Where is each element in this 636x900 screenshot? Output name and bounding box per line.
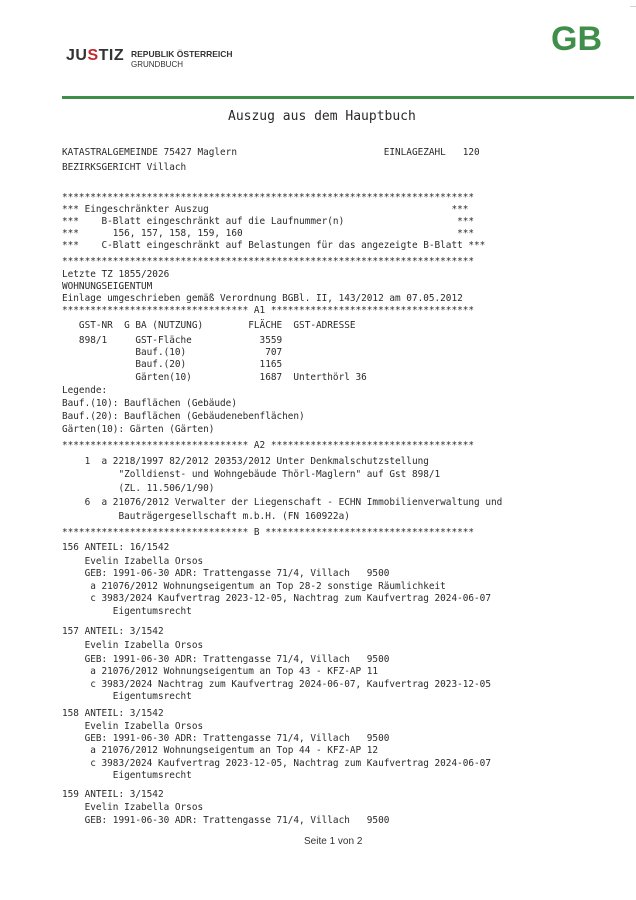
document-line: ********************************* B ************************************* bbox=[62, 527, 475, 538]
document-line: Gärten(10): Gärten (Gärten) bbox=[62, 424, 215, 435]
document-line: Eigentumsrecht bbox=[62, 691, 192, 702]
document-line: c 3983/2024 Kaufvertrag 2023-12-05, Nachtrag zum Kaufvertrag 2024-06-07 bbox=[62, 593, 491, 604]
corner-mark: ̲ bbox=[629, 0, 636, 7]
document-line: *** 156, 157, 158, 159, 160 *** bbox=[62, 228, 475, 239]
document-line: Eigentumsrecht bbox=[62, 606, 192, 617]
document-line: GEB: 1991-06-30 ADR: Trattengasse 71/4, Villach 9500 bbox=[62, 654, 390, 665]
document-title: Auszug aus dem Hauptbuch bbox=[228, 109, 416, 124]
document-line: 898/1 GST-Fläche 3559 bbox=[62, 335, 283, 346]
logo-justiz-post: TIZ bbox=[98, 47, 125, 64]
document-line: Gärten(10) 1687 Unterthörl 36 bbox=[62, 372, 367, 383]
document-line: Eigentumsrecht bbox=[62, 770, 192, 781]
document-line: a 21076/2012 Wohnungseigentum an Top 43 - KFZ-AP 11 bbox=[62, 666, 379, 677]
document-line: WOHNUNGSEIGENTUM bbox=[62, 281, 153, 292]
document-line: Bauf.(10): Bauflächen (Gebäude) bbox=[62, 398, 237, 409]
document-line: *** B-Blatt eingeschränkt auf die Laufnummer(n) *** bbox=[62, 216, 475, 227]
document-line: Bauf.(20) 1165 bbox=[62, 359, 283, 370]
document-line: ********************************* A2 ************************************ bbox=[62, 440, 475, 451]
document-line: 157 ANTEIL: 3/1542 bbox=[62, 626, 164, 637]
document-line: c 3983/2024 Nachtrag zum Kaufvertrag 2024-06-07, Kaufvertrag 2023-12-05 bbox=[62, 679, 491, 690]
document-line: 1 a 2218/1997 82/2012 20353/2012 Unter Denkmalschutzstellung bbox=[62, 456, 429, 467]
document-line: GEB: 1991-06-30 ADR: Trattengasse 71/4, Villach 9500 bbox=[62, 815, 390, 826]
document-line: Bauträgergesellschaft m.b.H. (FN 160922a) bbox=[62, 511, 350, 522]
document-line: Einlage umgeschrieben gemäß Verordnung BGBl. II, 143/2012 am 07.05.2012 bbox=[62, 293, 463, 304]
document-line: 158 ANTEIL: 3/1542 bbox=[62, 708, 164, 719]
document-line: a 21076/2012 Wohnungseigentum an Top 44 - KFZ-AP 12 bbox=[62, 745, 379, 756]
document-line: 6 a 21076/2012 Verwalter der Liegenschaft - ECHN Immobilienverwaltung und bbox=[62, 497, 503, 508]
document-line: 159 ANTEIL: 3/1542 bbox=[62, 789, 164, 800]
header-divider bbox=[62, 96, 634, 99]
document-line: Legende: bbox=[62, 385, 108, 396]
document-line: Letzte TZ 1855/2026 bbox=[62, 269, 170, 280]
justiz-logo bbox=[66, 47, 124, 65]
document-line: BEZIRKSGERICHT Villach bbox=[62, 162, 187, 173]
document-line: a 21076/2012 Wohnungseigentum an Top 28-2 sonstige Räumlichkeit bbox=[62, 581, 446, 592]
document-line: Evelin Izabella Orsos bbox=[62, 640, 204, 651]
document-line: ************************************************************************* bbox=[62, 256, 475, 267]
logo-justiz-red: S bbox=[87, 47, 99, 64]
page-footer: Seite 1 von 2 bbox=[304, 836, 363, 847]
document-line: ************************************************************************* bbox=[62, 192, 475, 203]
gb-mark: GB bbox=[551, 20, 602, 58]
logo-republik: REPUBLIK ÖSTERREICH bbox=[131, 49, 233, 59]
document-line: c 3983/2024 Kaufvertrag 2023-12-05, Nachtrag zum Kaufvertrag 2024-06-07 bbox=[62, 758, 491, 769]
document-line: "Zolldienst- und Wohngebäude Thörl-Maglern" auf Gst 898/1 bbox=[62, 469, 441, 480]
logo-grundbuch: GRUNDBUCH bbox=[131, 60, 183, 69]
document-line: *** C-Blatt eingeschränkt auf Belastungen für das angezeigte B-Blatt *** bbox=[62, 240, 486, 251]
document-line: ********************************* A1 ************************************ bbox=[62, 305, 475, 316]
document-line: (ZL. 11.506/1/90) bbox=[62, 483, 215, 494]
document-line: KATASTRALGEMEINDE 75427 Maglern EINLAGEZAHL 120 bbox=[62, 147, 480, 158]
document-line: GEB: 1991-06-30 ADR: Trattengasse 71/4, Villach 9500 bbox=[62, 733, 390, 744]
document-line: Evelin Izabella Orsos bbox=[62, 721, 204, 732]
document-line: 156 ANTEIL: 16/1542 bbox=[62, 542, 170, 553]
document-line: Evelin Izabella Orsos bbox=[62, 556, 204, 567]
logo-justiz-pre: JU bbox=[66, 47, 88, 64]
document-line: Evelin Izabella Orsos bbox=[62, 802, 204, 813]
document-line: Bauf.(20): Bauflächen (Gebäudenebenflächen) bbox=[62, 411, 305, 422]
document-line: Bauf.(10) 707 bbox=[62, 347, 283, 358]
document-line: *** Eingeschränkter Auszug *** bbox=[62, 204, 469, 215]
document-line: GST-NR G BA (NUTZUNG) FLÄCHE GST-ADRESSE bbox=[62, 320, 356, 331]
document-line: GEB: 1991-06-30 ADR: Trattengasse 71/4, Villach 9500 bbox=[62, 568, 390, 579]
